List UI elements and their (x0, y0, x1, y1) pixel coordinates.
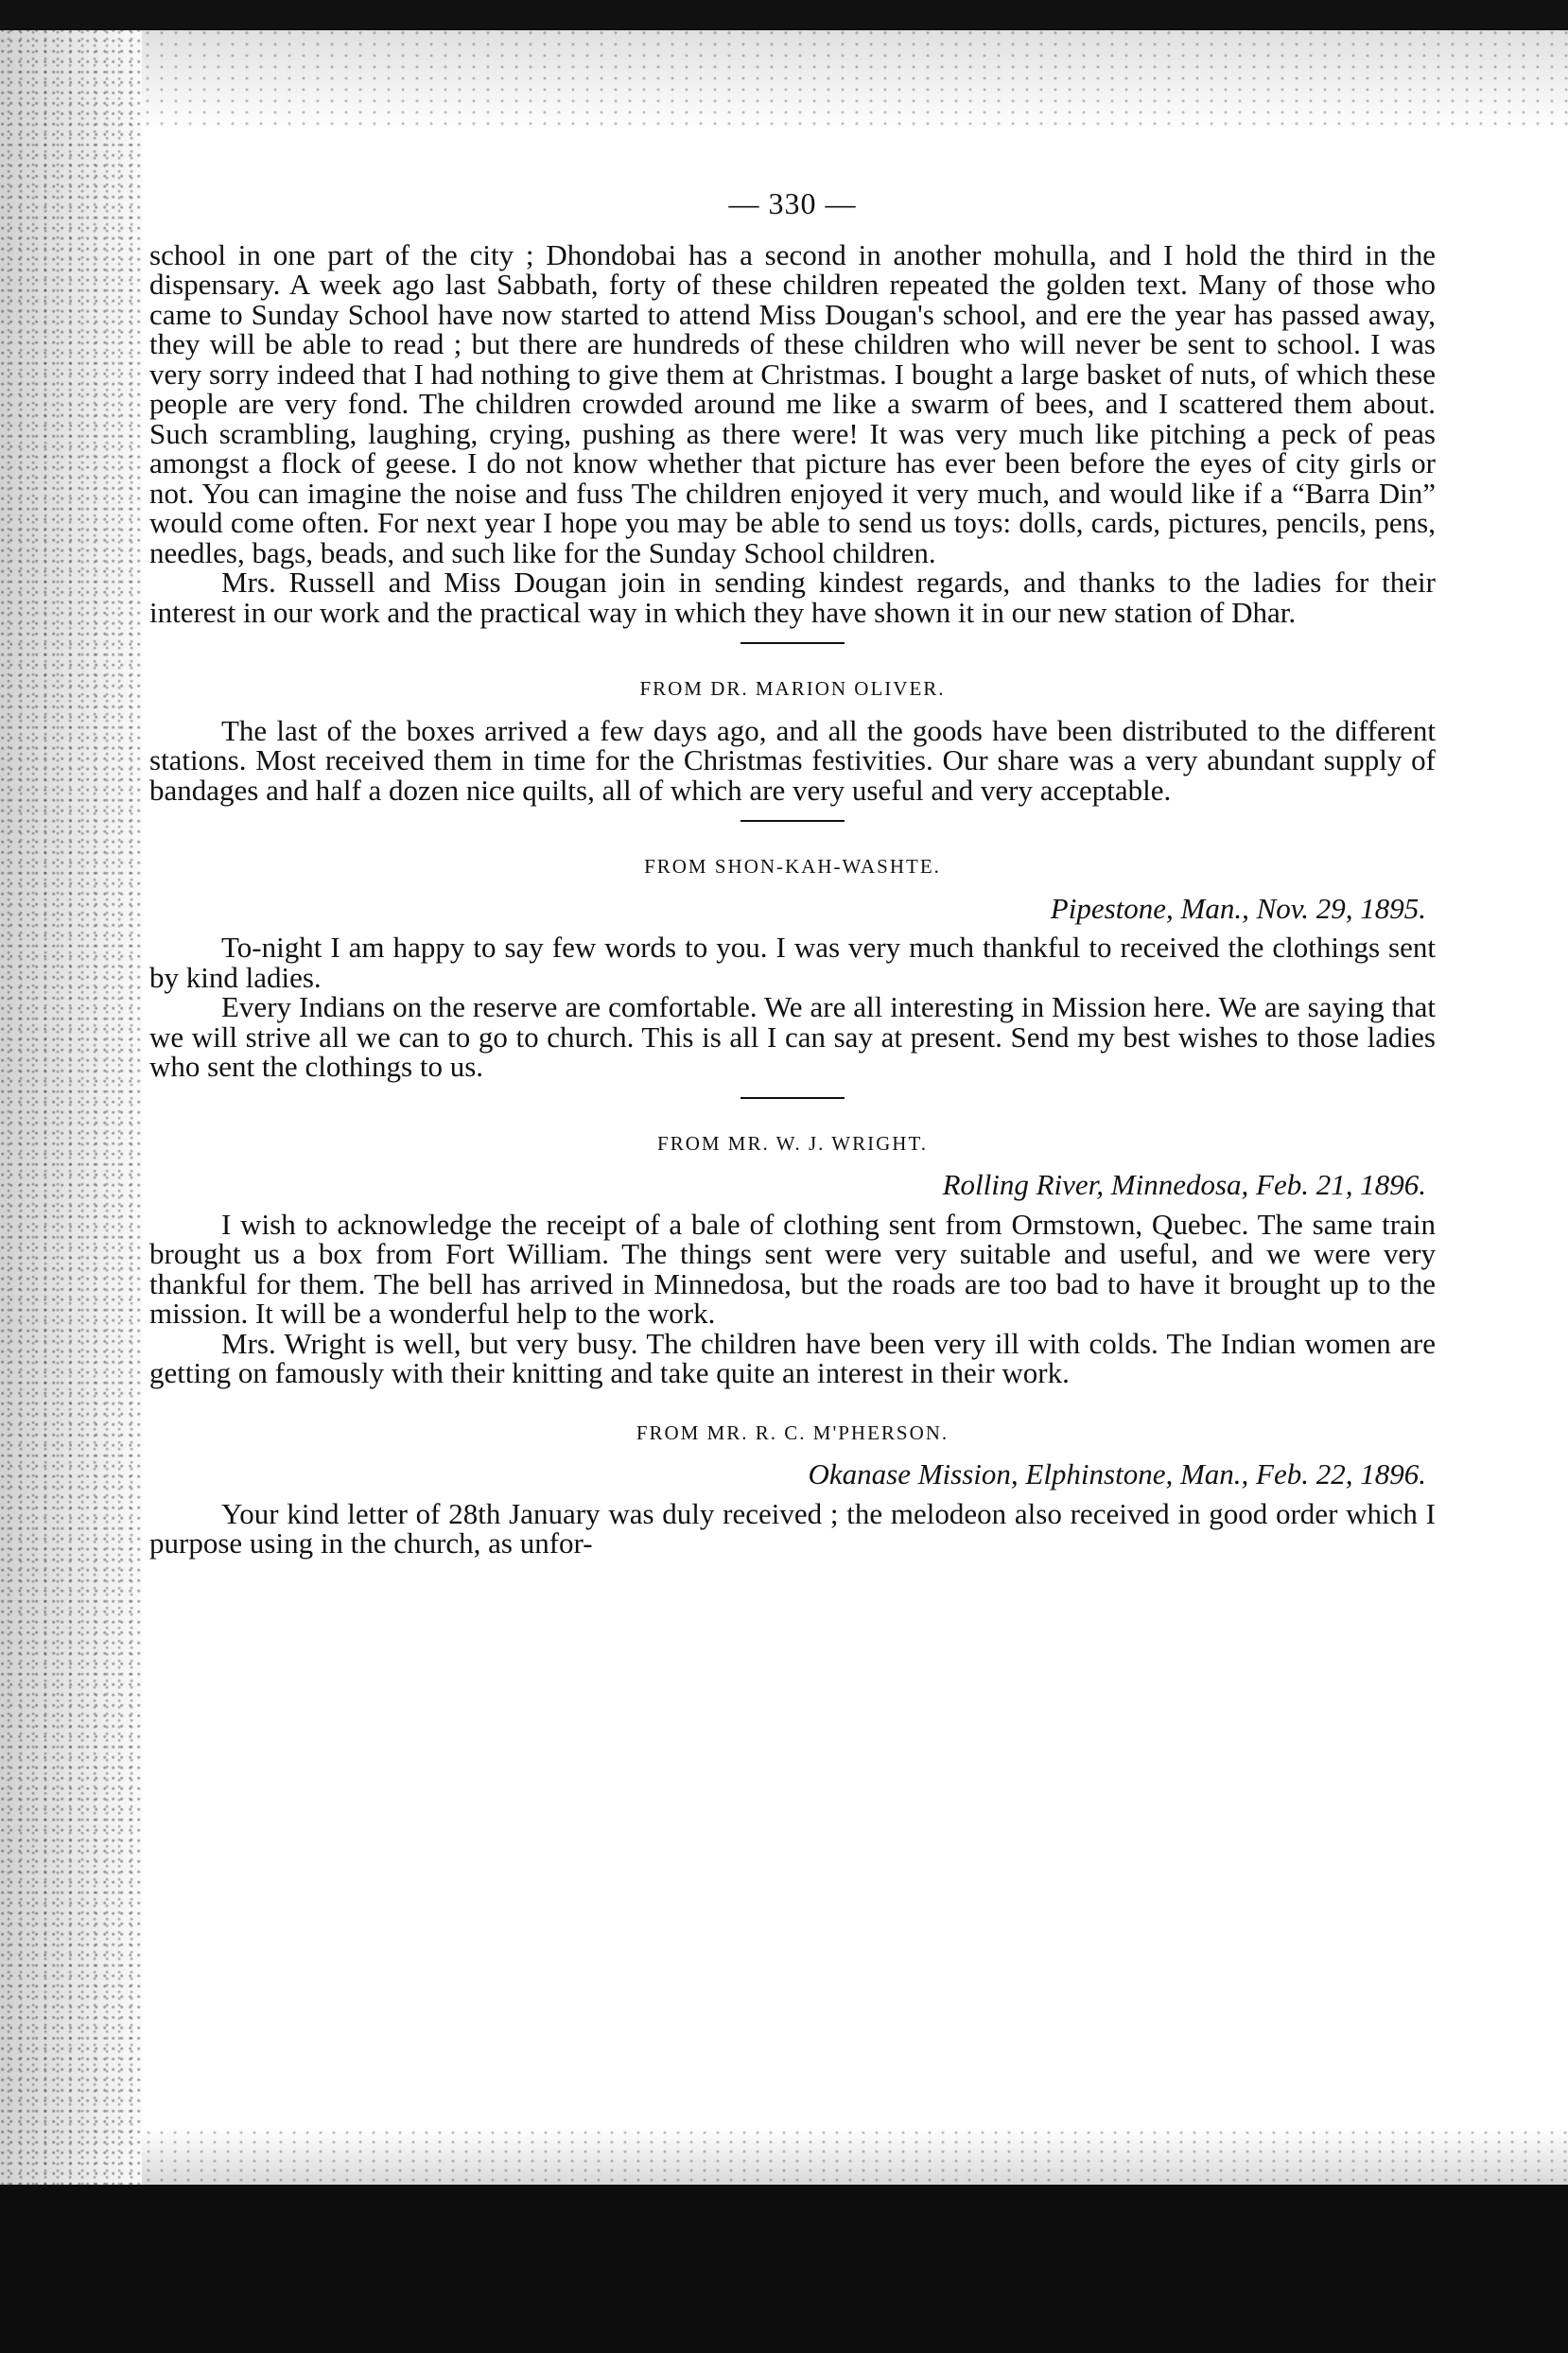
paragraph: To-night I am happy to say few words to you. I was very much thankful to received the clothings sent by kind ladies. (149, 931, 1436, 994)
paragraph: school in one part of the city ; Dhondobai has a second in another mohulla, and I hold the third in the dispensary. A week ago last Sabbath, forty of these children repeated the golden text. Many of those who came to Sunday School have now started to attend Miss Dougan's school, and ere the year has passed away, they will be able to read ; but there are hundreds of these children who will never be sent to school. I was very sorry indeed that I had nothing to give them at Christmas. I bought a large basket of nuts, of which these people are very fond. The children crowded around me like a swarm of bees, and I scattered them about. Such scrambling, laughing, crying, pushing as there were! It was very much like pitching a peck of peas amongst a flock of geese. I do not know whether that picture has ever been before the eyes of city girls or not. You can imagine the noise and fuss The children enjoyed it very much, and would like if a “Barra Din” would come often. For next year I hope you may be able to send us toys: dolls, cards, pictures, pencils, pens, needles, bags, beads, and such like for the Sunday School children. (149, 237, 1436, 569)
divider (740, 642, 845, 644)
scan-border-top (0, 0, 1568, 30)
section-heading: FROM SHON-KAH-WASHTE. (644, 855, 941, 878)
scan-noise-bottom (142, 2128, 1568, 2185)
paragraph: Your kind letter of 28th January was duly received ; the melodeon also received in good order which I purpose using in the church, as unfor- (149, 1496, 1436, 1560)
section-heading: FROM DR. MARION OLIVER. (639, 677, 946, 700)
place-date-line: Okanase Mission, Elphinstone, Man., Feb. 22, 1896. (808, 1457, 1426, 1490)
divider (740, 1097, 845, 1099)
document-page (149, 186, 1436, 1560)
scan-noise-top (142, 28, 1568, 132)
letter-section (149, 642, 1436, 805)
paragraph: Every Indians on the reserve are comfortable. We are all interesting in Mission here. We are saying that we will strive all we can to go to church. This is all I can say at present. Send my best wishes to those ladies who sent the clothings to us. (149, 990, 1436, 1083)
place-date-line: Pipestone, Man., Nov. 29, 1895. (1050, 891, 1426, 925)
page-number: — 330 — (728, 186, 857, 220)
section-heading: FROM MR. W. J. WRIGHT. (657, 1131, 928, 1155)
place-date-line: Rolling River, Minnedosa, Feb. 21, 1896. (942, 1168, 1426, 1201)
paragraph: I wish to acknowledge the receipt of a bale of clothing sent from Ormstown, Quebec. The same train brought us a box from Fort William. The things sent were very suitable and useful, and we were very thankful for them. The bell has arrived in Minnedosa, but the roads are too bad to have it brought up to the mission. It will be a wonderful help to the work. (149, 1207, 1436, 1330)
section-heading: FROM MR. R. C. M'PHERSON. (636, 1421, 950, 1444)
scan-border-bottom (0, 2185, 1568, 2353)
paragraph: Mrs. Russell and Miss Dougan join in sending kindest regards, and thanks to the ladies for their interest in our work and the practical way in which they have shown it in our new station of Dhar. (149, 566, 1436, 629)
letter-section (149, 820, 1436, 1082)
letter-section (149, 1419, 1436, 1559)
divider (740, 820, 845, 822)
paragraph: Mrs. Wright is well, but very busy. The children have been very ill with colds. The Indian women are getting on famously with their knitting and take quite an interest in their work. (149, 1326, 1436, 1389)
letter-section (149, 1097, 1436, 1388)
scan-noise-left (0, 28, 142, 2194)
paragraph: The last of the boxes arrived a few days ago, and all the goods have been distributed to the different stations. Most received them in time for the Christmas festivities. Our share was a very abundant supply of bandages and half a dozen nice quilts, all of which are very useful and very acceptable. (149, 713, 1436, 807)
